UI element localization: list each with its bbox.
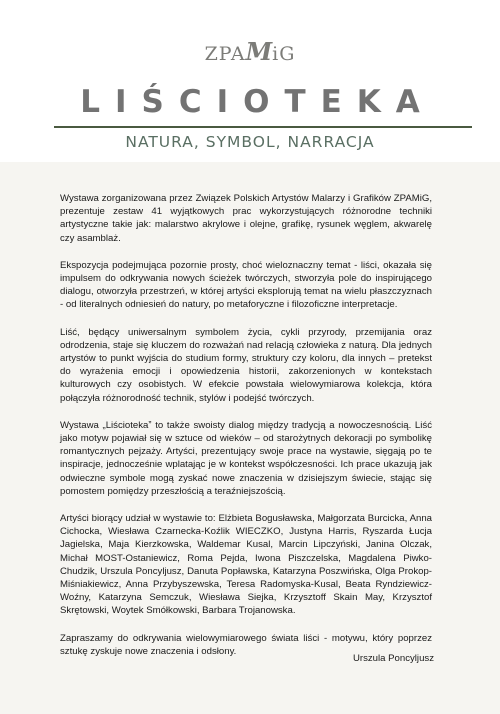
exhibition-subtitle: NATURA, SYMBOL, NARRACJA <box>125 133 375 151</box>
paragraph-intro: Wystawa zorganizowana przez Związek Polskich Artystów Malarzy i Grafików ZPAMiG, prezentuje zestaw 41 wyjątkowych prac wykorzystujących różnorodne techniki artystyczne takie jak: malarstwo akrylowe i olejne, grafikę, rysunek węglem, akwarelę czy asamblaż. <box>60 193 432 244</box>
paragraph-artists: Artyści biorący udział w wystawie to: Elżbieta Bogusławska, Małgorzata Burcicka, Anna Cichocka, Wiesława Czarnecka-Koźlik WIECZKO, Justyna Harris, Ryszarda Łucja Jagielska, Maja Kierzkowska, Waldemar Kusal, Marcin Lipczyński, Janina Olczak, Michał MOST-Ostaniewicz, Roma Pejda, Iwona Piszczelska, Magdalena Piwko-Chudzik, Urszula Poncyljusz, Danuta Popławska, Katarzyna Poszwińska, Olga Prokop-Miśniakiewicz, Anna Przybyszewska, Teresa Radomyska-Kusal, Beata Ryndziewicz-Woźny, Katarzyna Semczuk, Wiesława Siejka, Krzysztoff Skain May, Krzysztof Skrętowski, Woytek Smółkowski, Barbara Trojanowska. <box>60 513 432 617</box>
logo-right: iG <box>272 43 296 65</box>
paragraph-tradition: Wystawa „Liściotekaˮ to także swoisty dialog między tradycją a nowoczesnością. Liść jako motyw pojawiał się w sztuce od wieków – od starożytnych dekoracji po symbolikę romantycznych pejzaży. Artyści, prezentujący swoje prace na wystawie, sięgają po te inspiracje, jednocześnie wplatając je w kontekst współczesności. Ich prace ukazują jak odwieczne symbole mogą zyskać nowe znaczenia w dzisiejszym świecie, stając się pomostem pomiędzy przeszłością a teraźniejszością. <box>60 419 432 497</box>
header <box>0 0 500 162</box>
signature: Urszula Poncyljusz <box>352 653 434 664</box>
exhibition-title: LIŚCIOTEKA <box>80 84 435 120</box>
paragraph-leaf-symbol: Liść, będący uniwersalnym symbolem życia, cykli przyrody, przemijania oraz odrodzenia, staje się kluczem do rozważań nad relacją człowieka z naturą. Dla jednych artystów to punkt wyjścia do studium formy, struktury czy koloru, dla innych – pretekst do wyrażenia emocji i opowiedzenia historii, zakorzenionych w kontekstach kulturowych czy osobistych. W efekcie powstała wielowymiarowa kolekcja, która połączyła różnorodność technik, stylów i podejść twórczych. <box>60 326 432 404</box>
paragraph-invitation: Zapraszamy do odkrywania wielowymiarowego świata liści - motywu, który poprzez sztukę zyskuje nowe znaczenia i odsłony. <box>60 632 432 657</box>
title-divider <box>54 126 472 128</box>
zpamig-logo <box>0 37 500 66</box>
document-body <box>60 192 432 672</box>
logo-m: M <box>245 37 273 66</box>
paragraph-exposition: Ekspozycja podejmująca pozornie prosty, choć wieloznaczny temat - liści, okazała się impulsem do odkrywania nowych ścieżek twórczych, stworzyła pole do inspirującego dialogu, otworzyła przestrzeń, w której artyści eksplorują temat na wielu płaszczyznach - od literalnych odniesień do natury, po metaforyczne i filozoficzne interpretacje. <box>60 259 432 311</box>
logo-left: ZPA <box>204 43 246 65</box>
